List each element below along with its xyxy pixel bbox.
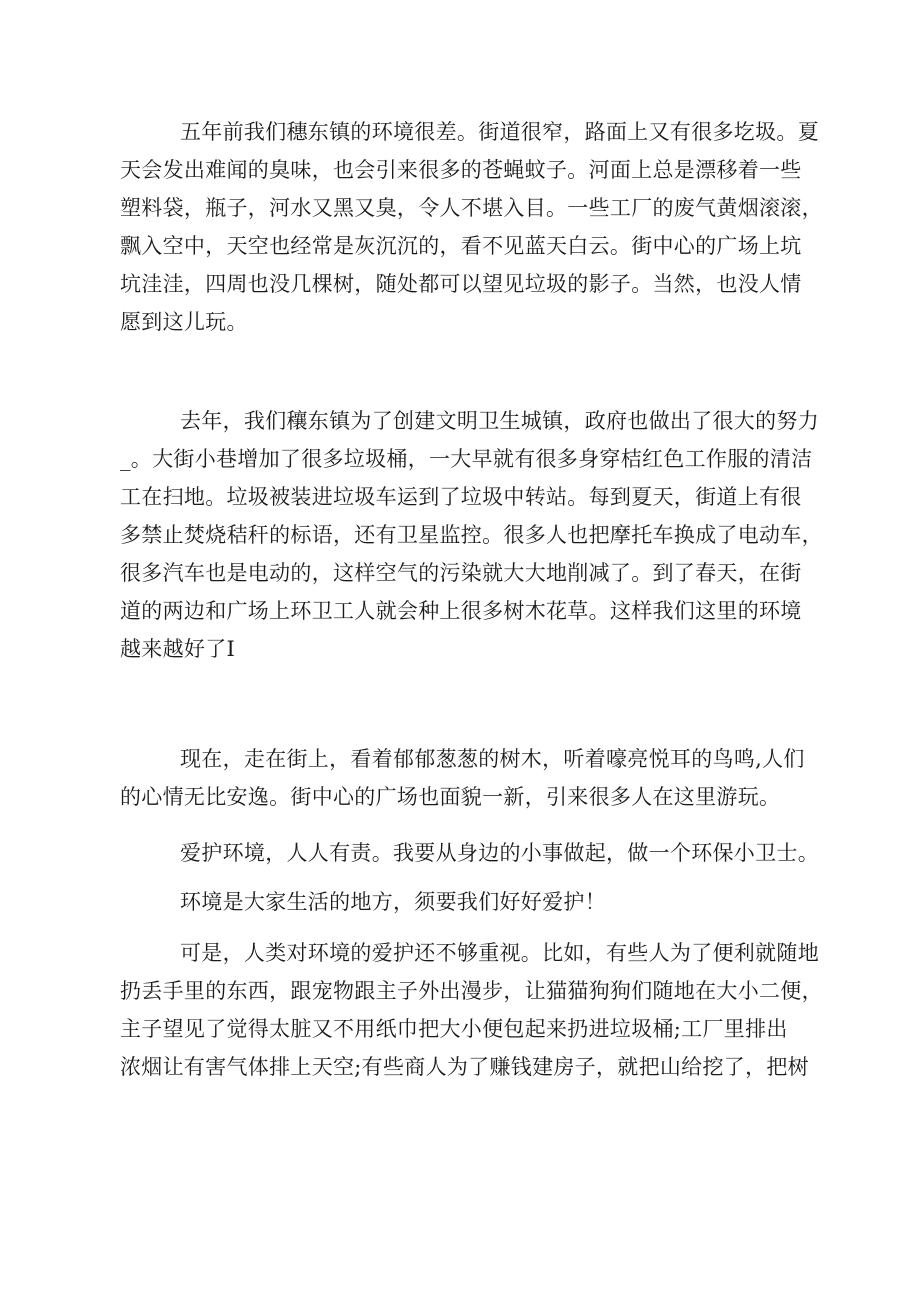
text-line: 现在，走在街上，看着郁郁葱葱的树木，听着嚎亮悦耳的鸟鸣,人们 bbox=[180, 747, 805, 771]
text-line: 多禁止焚烧秸秆的标语，还有卫星监控。很多人也把摩托车换成了电动车， bbox=[120, 523, 823, 547]
text-line: 飘入空中，天空也经常是灰沉沉的，看不见蓝天白云。街中心的广场上坑 bbox=[120, 234, 802, 258]
text-line: 扔丢手里的东西，跟宠物跟主子外出漫步，让猫猫狗狗们随地在大小二便， bbox=[120, 979, 823, 1003]
text-line: 可是，人类对环境的爱护还不够重视。比如，有些人为了便利就随地 bbox=[180, 941, 819, 965]
text-line: 工在扫地。垃圾被装进垃圾车运到了垃圾中转站。每到夏天，街道上有很 bbox=[120, 485, 802, 509]
paragraph-2 bbox=[120, 402, 823, 668]
text-line: 越来越好了I bbox=[120, 637, 236, 661]
text-line: 爱护环境，人人有责。我要从身边的小事做起，做一个环保小卫士。 bbox=[180, 841, 819, 865]
text-line: 道的两边和广场上环卫工人就会种上很多树木花草。这样我们这里的环境 bbox=[120, 599, 802, 623]
text-line: _。大街小巷增加了很多垃圾桶，一大早就有很多身穿桔红色工作服的清洁 bbox=[120, 447, 813, 471]
paragraph-3 bbox=[120, 740, 805, 816]
paragraph-4 bbox=[120, 834, 819, 872]
paragraph-5 bbox=[120, 883, 800, 921]
paragraph-1 bbox=[120, 113, 823, 341]
text-line: 去年，我们穰东镇为了创建文明卫生城镇，政府也做出了很大的努力 bbox=[180, 409, 819, 433]
text-line: 愿到这儿玩。 bbox=[120, 310, 248, 334]
text-line: 五年前我们穗东镇的环境很差。街道很窄，路面上又有很多圪圾。夏 bbox=[180, 120, 819, 144]
text-line: 坑洼洼，四周也没几棵树，随处都可以望见垃圾的影子。当然，也没人情 bbox=[120, 272, 802, 296]
text-line: 塑料袋，瓶子，河水又黑又臭，令人不堪入目。一些工厂的废气黄烟滚滚， bbox=[120, 196, 823, 220]
paragraph-6 bbox=[120, 934, 823, 1086]
text-line: 主子望见了觉得太脏又不用纸巾把大小便包起来扔进垃圾桶;工厂里排出 bbox=[120, 1017, 788, 1041]
text-line: 浓烟让有害气体排上天空;有些商人为了赚钱建房子，就把山给挖了，把树 bbox=[120, 1055, 809, 1079]
text-line: 天会发出难闻的臭味，也会引来很多的苍蝇蚊子。河面上总是漂移着一些 bbox=[120, 158, 802, 182]
text-line: 环境是大家生活的地方，须要我们好好爱护！ bbox=[180, 890, 606, 914]
text-line: 的心情无比安逸。街中心的广场也面貌一新，引来很多人在这里游玩。 bbox=[120, 785, 781, 809]
text-line: 很多汽车也是电动的，这样空气的污染就大大地削减了。到了春天，在街 bbox=[120, 561, 802, 585]
